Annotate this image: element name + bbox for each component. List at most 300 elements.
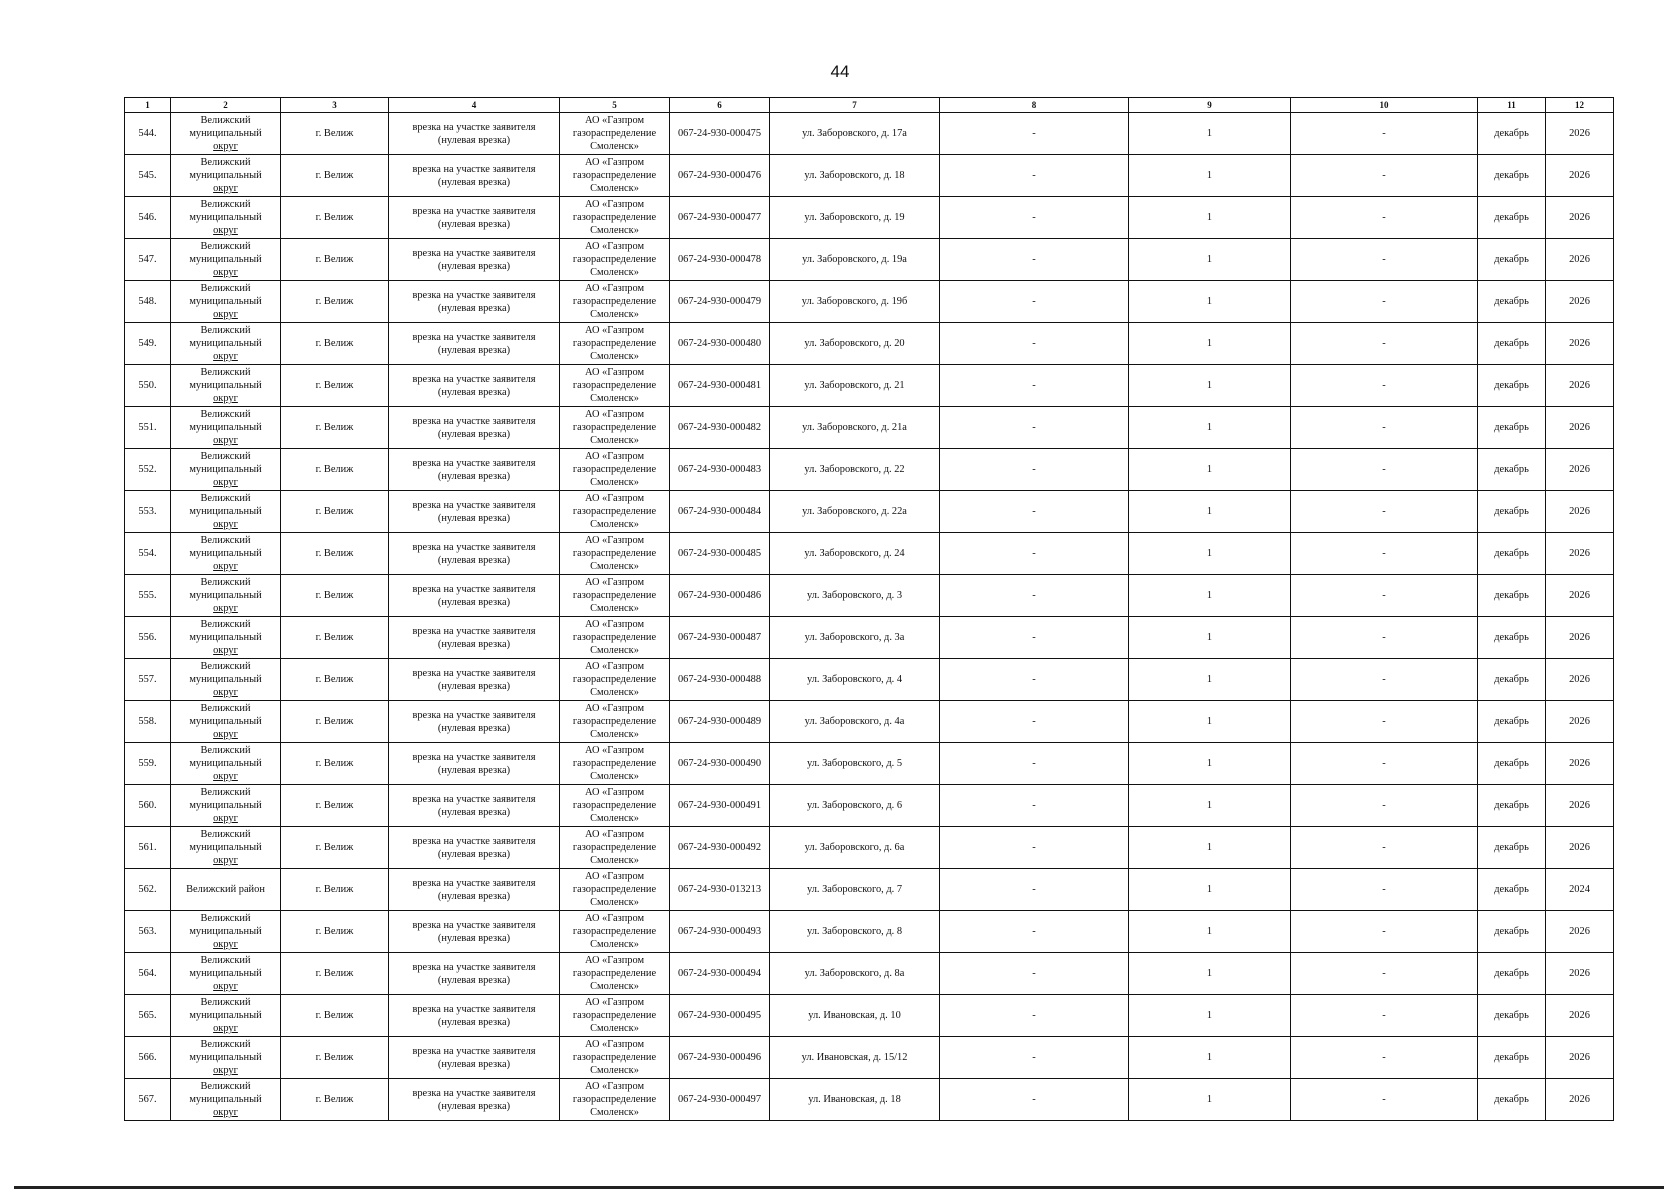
work-line: (нулевая врезка): [437, 638, 511, 650]
district-cell: [171, 407, 281, 449]
org-line: газораспределение: [572, 1094, 657, 1105]
object-code-cell: 067-24-930-000488: [670, 659, 770, 701]
district-line: округ: [213, 1107, 238, 1118]
district-line: округ: [213, 435, 238, 446]
district-line: муниципальный: [189, 338, 262, 349]
city-cell: г. Велиж: [281, 575, 389, 617]
district-line: Велижский: [200, 367, 251, 378]
address-cell: ул. Заборовского, д. 4а: [770, 701, 940, 743]
column-8-cell: -: [940, 113, 1129, 155]
column-10-cell: -: [1291, 953, 1478, 995]
org-line: Смоленск»: [590, 729, 639, 740]
month-cell: декабрь: [1478, 995, 1546, 1037]
org-line: Смоленск»: [590, 897, 639, 908]
work-line: врезка на участке заявителя: [412, 709, 536, 721]
organization-cell: [560, 953, 670, 995]
column-10-cell: -: [1291, 617, 1478, 659]
org-line: АО «Газпром: [584, 367, 645, 378]
work-line: врезка на участке заявителя: [412, 1087, 536, 1099]
month-cell: декабрь: [1478, 785, 1546, 827]
column-number-11: 11: [1478, 98, 1546, 113]
column-number-6: 6: [670, 98, 770, 113]
work-line: врезка на участке заявителя: [412, 163, 536, 175]
district-line: округ: [213, 141, 238, 152]
org-line: газораспределение: [572, 590, 657, 601]
district-line: муниципальный: [189, 1052, 262, 1063]
city-cell: г. Велиж: [281, 365, 389, 407]
district-cell: [171, 575, 281, 617]
work-line: врезка на участке заявителя: [412, 919, 536, 931]
column-10-cell: -: [1291, 197, 1478, 239]
city-cell: г. Велиж: [281, 869, 389, 911]
object-code-cell: 067-24-930-000482: [670, 407, 770, 449]
district-line: муниципальный: [189, 632, 262, 643]
address-cell: ул. Ивановская, д. 15/12: [770, 1037, 940, 1079]
organization-cell: [560, 281, 670, 323]
org-line: АО «Газпром: [584, 157, 645, 168]
column-number-7: 7: [770, 98, 940, 113]
work-type-cell: [389, 449, 560, 491]
column-10-cell: -: [1291, 155, 1478, 197]
org-line: Смоленск»: [590, 645, 639, 656]
city-cell: г. Велиж: [281, 1079, 389, 1121]
address-cell: ул. Заборовского, д. 5: [770, 743, 940, 785]
column-9-cell: 1: [1129, 365, 1291, 407]
column-9-cell: 1: [1129, 701, 1291, 743]
district-line: округ: [213, 519, 238, 530]
district-cell: [171, 1037, 281, 1079]
work-line: (нулевая врезка): [437, 470, 511, 482]
work-line: (нулевая врезка): [437, 932, 511, 944]
year-cell: 2026: [1546, 743, 1614, 785]
month-cell: декабрь: [1478, 449, 1546, 491]
row-number: 558.: [125, 701, 171, 743]
column-number-1: 1: [125, 98, 171, 113]
work-type-cell: [389, 407, 560, 449]
district-line: Велижский: [200, 577, 251, 588]
work-line: врезка на участке заявителя: [412, 667, 536, 679]
organization-cell: [560, 701, 670, 743]
district-line: муниципальный: [189, 506, 262, 517]
address-cell: ул. Заборовского, д. 22: [770, 449, 940, 491]
object-code-cell: 067-24-930-000479: [670, 281, 770, 323]
district-line: Велижский: [200, 409, 251, 420]
month-cell: декабрь: [1478, 491, 1546, 533]
work-line: врезка на участке заявителя: [412, 289, 536, 301]
organization-cell: [560, 491, 670, 533]
column-8-cell: -: [940, 407, 1129, 449]
column-number-4: 4: [389, 98, 560, 113]
org-line: Смоленск»: [590, 813, 639, 824]
district-cell: [171, 323, 281, 365]
month-cell: декабрь: [1478, 239, 1546, 281]
column-8-cell: -: [940, 281, 1129, 323]
work-line: врезка на участке заявителя: [412, 247, 536, 259]
year-cell: 2026: [1546, 365, 1614, 407]
row-number: 551.: [125, 407, 171, 449]
org-line: АО «Газпром: [584, 409, 645, 420]
table-row: [125, 365, 1614, 407]
table-row: [125, 533, 1614, 575]
bottom-rule: [14, 1186, 1664, 1189]
district-line: муниципальный: [189, 212, 262, 223]
org-line: АО «Газпром: [584, 241, 645, 252]
org-line: Смоленск»: [590, 1023, 639, 1034]
table-row: [125, 113, 1614, 155]
year-cell: 2026: [1546, 491, 1614, 533]
column-10-cell: -: [1291, 365, 1478, 407]
city-cell: г. Велиж: [281, 1037, 389, 1079]
org-line: газораспределение: [572, 548, 657, 559]
work-line: (нулевая врезка): [437, 722, 511, 734]
work-line: врезка на участке заявителя: [412, 121, 536, 133]
org-line: АО «Газпром: [584, 199, 645, 210]
column-10-cell: -: [1291, 785, 1478, 827]
year-cell: 2026: [1546, 617, 1614, 659]
district-line: округ: [213, 813, 238, 824]
table-row: [125, 197, 1614, 239]
column-9-cell: 1: [1129, 617, 1291, 659]
city-cell: г. Велиж: [281, 533, 389, 575]
work-line: (нулевая врезка): [437, 218, 511, 230]
work-line: врезка на участке заявителя: [412, 793, 536, 805]
column-10-cell: -: [1291, 743, 1478, 785]
city-cell: г. Велиж: [281, 491, 389, 533]
city-cell: г. Велиж: [281, 281, 389, 323]
city-cell: г. Велиж: [281, 701, 389, 743]
work-line: (нулевая врезка): [437, 176, 511, 188]
work-type-cell: [389, 743, 560, 785]
object-code-cell: 067-24-930-000491: [670, 785, 770, 827]
work-line: (нулевая врезка): [437, 890, 511, 902]
district-line: муниципальный: [189, 926, 262, 937]
year-cell: 2026: [1546, 281, 1614, 323]
object-code-cell: 067-24-930-000490: [670, 743, 770, 785]
column-8-cell: -: [940, 155, 1129, 197]
work-type-cell: [389, 995, 560, 1037]
column-8-cell: -: [940, 1037, 1129, 1079]
row-number: 546.: [125, 197, 171, 239]
org-line: Смоленск»: [590, 981, 639, 992]
district-line: муниципальный: [189, 674, 262, 685]
org-line: газораспределение: [572, 170, 657, 181]
month-cell: декабрь: [1478, 701, 1546, 743]
district-line: Велижский: [200, 325, 251, 336]
organization-cell: [560, 785, 670, 827]
work-type-cell: [389, 953, 560, 995]
work-line: врезка на участке заявителя: [412, 1003, 536, 1015]
month-cell: декабрь: [1478, 533, 1546, 575]
org-line: Смоленск»: [590, 141, 639, 152]
organization-cell: [560, 1037, 670, 1079]
row-number: 550.: [125, 365, 171, 407]
org-line: Смоленск»: [590, 1065, 639, 1076]
year-cell: 2026: [1546, 323, 1614, 365]
district-cell: [171, 197, 281, 239]
address-cell: ул. Заборовского, д. 19б: [770, 281, 940, 323]
month-cell: декабрь: [1478, 281, 1546, 323]
org-line: Смоленск»: [590, 309, 639, 320]
city-cell: г. Велиж: [281, 407, 389, 449]
org-line: АО «Газпром: [584, 577, 645, 588]
row-number: 555.: [125, 575, 171, 617]
district-line: округ: [213, 729, 238, 740]
org-line: Смоленск»: [590, 393, 639, 404]
column-8-cell: -: [940, 449, 1129, 491]
table-row: [125, 1037, 1614, 1079]
row-number: 557.: [125, 659, 171, 701]
org-line: газораспределение: [572, 674, 657, 685]
district-line: округ: [213, 687, 238, 698]
work-type-cell: [389, 281, 560, 323]
district-line: муниципальный: [189, 548, 262, 559]
district-line: Велижский: [200, 1081, 251, 1092]
row-number: 545.: [125, 155, 171, 197]
work-line: (нулевая врезка): [437, 680, 511, 692]
organization-cell: [560, 323, 670, 365]
year-cell: 2026: [1546, 953, 1614, 995]
address-cell: ул. Заборовского, д. 19: [770, 197, 940, 239]
district-line: муниципальный: [189, 296, 262, 307]
work-line: (нулевая врезка): [437, 1100, 511, 1112]
district-line: Велижский: [200, 157, 251, 168]
district-line: Велижский: [200, 535, 251, 546]
column-10-cell: -: [1291, 1037, 1478, 1079]
work-line: врезка на участке заявителя: [412, 961, 536, 973]
row-number: 567.: [125, 1079, 171, 1121]
object-code-cell: 067-24-930-000495: [670, 995, 770, 1037]
month-cell: декабрь: [1478, 365, 1546, 407]
organization-cell: [560, 155, 670, 197]
org-line: АО «Газпром: [584, 283, 645, 294]
column-8-cell: -: [940, 827, 1129, 869]
column-8-cell: -: [940, 1079, 1129, 1121]
district-cell: [171, 701, 281, 743]
work-type-cell: [389, 491, 560, 533]
year-cell: 2026: [1546, 995, 1614, 1037]
row-number: 544.: [125, 113, 171, 155]
district-cell: [171, 617, 281, 659]
work-line: врезка на участке заявителя: [412, 625, 536, 637]
district-line: Велижский: [200, 283, 251, 294]
column-10-cell: -: [1291, 869, 1478, 911]
column-10-cell: -: [1291, 701, 1478, 743]
work-line: врезка на участке заявителя: [412, 877, 536, 889]
row-number: 549.: [125, 323, 171, 365]
column-9-cell: 1: [1129, 491, 1291, 533]
district-line: Велижский: [200, 493, 251, 504]
org-line: газораспределение: [572, 212, 657, 223]
district-line: муниципальный: [189, 1094, 262, 1105]
district-line: муниципальный: [189, 422, 262, 433]
column-number-3: 3: [281, 98, 389, 113]
work-line: (нулевая врезка): [437, 260, 511, 272]
work-line: врезка на участке заявителя: [412, 205, 536, 217]
city-cell: г. Велиж: [281, 449, 389, 491]
district-line: Велижский: [200, 1039, 251, 1050]
work-type-cell: [389, 113, 560, 155]
column-9-cell: 1: [1129, 827, 1291, 869]
org-line: газораспределение: [572, 506, 657, 517]
work-line: врезка на участке заявителя: [412, 541, 536, 553]
work-line: врезка на участке заявителя: [412, 331, 536, 343]
column-9-cell: 1: [1129, 575, 1291, 617]
column-9-cell: 1: [1129, 155, 1291, 197]
organization-cell: [560, 911, 670, 953]
table-row: [125, 953, 1614, 995]
row-number: 554.: [125, 533, 171, 575]
organization-cell: [560, 197, 670, 239]
year-cell: 2026: [1546, 197, 1614, 239]
row-number: 556.: [125, 617, 171, 659]
address-cell: ул. Заборовского, д. 21: [770, 365, 940, 407]
month-cell: декабрь: [1478, 113, 1546, 155]
org-line: газораспределение: [572, 380, 657, 391]
work-line: (нулевая врезка): [437, 974, 511, 986]
work-type-cell: [389, 1037, 560, 1079]
column-10-cell: -: [1291, 995, 1478, 1037]
column-8-cell: -: [940, 953, 1129, 995]
object-code-cell: 067-24-930-000484: [670, 491, 770, 533]
work-type-cell: [389, 197, 560, 239]
org-line: Смоленск»: [590, 477, 639, 488]
table-row: [125, 869, 1614, 911]
address-cell: ул. Заборовского, д. 3а: [770, 617, 940, 659]
work-line: врезка на участке заявителя: [412, 835, 536, 847]
address-cell: ул. Ивановская, д. 10: [770, 995, 940, 1037]
city-cell: г. Велиж: [281, 743, 389, 785]
year-cell: 2026: [1546, 1037, 1614, 1079]
city-cell: г. Велиж: [281, 155, 389, 197]
district-line: Велижский: [200, 661, 251, 672]
year-cell: 2026: [1546, 911, 1614, 953]
month-cell: декабрь: [1478, 953, 1546, 995]
row-number: 553.: [125, 491, 171, 533]
table-row: [125, 827, 1614, 869]
month-cell: декабрь: [1478, 155, 1546, 197]
district-cell: [171, 365, 281, 407]
district-line: округ: [213, 981, 238, 992]
org-line: газораспределение: [572, 716, 657, 727]
org-line: газораспределение: [572, 800, 657, 811]
address-cell: ул. Заборовского, д. 6а: [770, 827, 940, 869]
city-cell: г. Велиж: [281, 659, 389, 701]
district-line: округ: [213, 561, 238, 572]
address-cell: ул. Заборовского, д. 21а: [770, 407, 940, 449]
column-9-cell: 1: [1129, 1037, 1291, 1079]
table-row: [125, 911, 1614, 953]
org-line: газораспределение: [572, 842, 657, 853]
row-number: 565.: [125, 995, 171, 1037]
org-line: Смоленск»: [590, 771, 639, 782]
organization-cell: [560, 575, 670, 617]
org-line: Смоленск»: [590, 855, 639, 866]
district-line: округ: [213, 477, 238, 488]
district-line: муниципальный: [189, 1010, 262, 1021]
organization-cell: [560, 113, 670, 155]
column-9-cell: 1: [1129, 911, 1291, 953]
org-line: АО «Газпром: [584, 661, 645, 672]
work-line: врезка на участке заявителя: [412, 1045, 536, 1057]
table-row: [125, 281, 1614, 323]
org-line: АО «Газпром: [584, 535, 645, 546]
column-9-cell: 1: [1129, 281, 1291, 323]
district-cell: [171, 659, 281, 701]
address-cell: ул. Заборовского, д. 20: [770, 323, 940, 365]
month-cell: декабрь: [1478, 617, 1546, 659]
district-line: округ: [213, 1065, 238, 1076]
district-line: Велижский: [200, 829, 251, 840]
object-code-cell: 067-24-930-000494: [670, 953, 770, 995]
organization-cell: [560, 827, 670, 869]
district-line: муниципальный: [189, 590, 262, 601]
org-line: газораспределение: [572, 1052, 657, 1063]
column-9-cell: 1: [1129, 449, 1291, 491]
column-9-cell: 1: [1129, 113, 1291, 155]
table-row: [125, 407, 1614, 449]
district-line: Велижский: [200, 955, 251, 966]
object-code-cell: 067-24-930-000481: [670, 365, 770, 407]
object-code-cell: 067-24-930-000477: [670, 197, 770, 239]
city-cell: г. Велиж: [281, 239, 389, 281]
work-line: (нулевая врезка): [437, 428, 511, 440]
year-cell: 2026: [1546, 659, 1614, 701]
column-9-cell: 1: [1129, 953, 1291, 995]
column-10-cell: -: [1291, 323, 1478, 365]
column-8-cell: -: [940, 533, 1129, 575]
district-line: округ: [213, 771, 238, 782]
work-type-cell: [389, 911, 560, 953]
column-number-row: [125, 98, 1614, 113]
column-10-cell: -: [1291, 491, 1478, 533]
org-line: Смоленск»: [590, 603, 639, 614]
column-8-cell: -: [940, 911, 1129, 953]
column-number-2: 2: [171, 98, 281, 113]
column-9-cell: 1: [1129, 659, 1291, 701]
column-8-cell: -: [940, 701, 1129, 743]
district-cell: [171, 533, 281, 575]
object-code-cell: 067-24-930-013213: [670, 869, 770, 911]
column-10-cell: -: [1291, 911, 1478, 953]
org-line: Смоленск»: [590, 1107, 639, 1118]
work-line: (нулевая врезка): [437, 302, 511, 314]
district-line: округ: [213, 351, 238, 362]
org-line: АО «Газпром: [584, 1081, 645, 1092]
address-cell: ул. Заборовского, д. 8: [770, 911, 940, 953]
org-line: газораспределение: [572, 422, 657, 433]
row-number: 566.: [125, 1037, 171, 1079]
column-8-cell: -: [940, 197, 1129, 239]
address-cell: ул. Заборовского, д. 17а: [770, 113, 940, 155]
address-cell: ул. Заборовского, д. 19а: [770, 239, 940, 281]
column-10-cell: -: [1291, 407, 1478, 449]
org-line: АО «Газпром: [584, 619, 645, 630]
district-cell: [171, 953, 281, 995]
column-number-8: 8: [940, 98, 1129, 113]
year-cell: 2026: [1546, 785, 1614, 827]
table-row: [125, 449, 1614, 491]
district-line: округ: [213, 225, 238, 236]
org-line: газораспределение: [572, 1010, 657, 1021]
organization-cell: [560, 617, 670, 659]
district-cell: [171, 743, 281, 785]
address-cell: ул. Заборовского, д. 4: [770, 659, 940, 701]
column-8-cell: -: [940, 323, 1129, 365]
district-line: округ: [213, 855, 238, 866]
org-line: Смоленск»: [590, 225, 639, 236]
year-cell: 2026: [1546, 575, 1614, 617]
column-9-cell: 1: [1129, 1079, 1291, 1121]
